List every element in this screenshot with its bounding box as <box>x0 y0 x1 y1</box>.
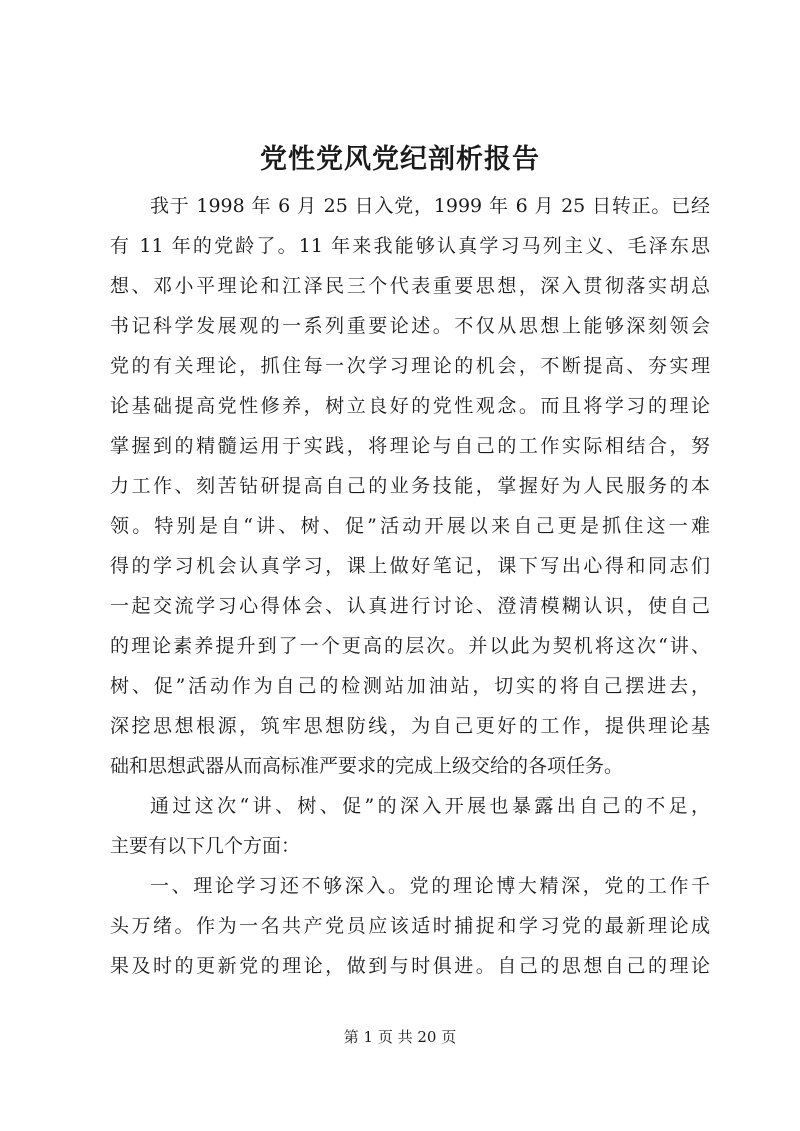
document-title: 党性党风党纪剖析报告 <box>260 144 540 175</box>
paragraph-line: 得的学习机会认真学习，课上做好笔记，课下写出心得和同志们 <box>110 555 710 577</box>
page-footer: 第 1 页 共 20 页 <box>343 1028 457 1046</box>
paragraph-line: 有 11 年的党龄了。11 年来我能够认真学习马列主义、毛泽东思 <box>110 235 710 257</box>
paragraph-line: 我于 1998 年 6 月 25 日入党，1999 年 6 月 25 日转正。已经 <box>150 195 710 217</box>
paragraph-line: 掌握到的精髓运用于实践，将理论与自己的工作实际相结合，努 <box>110 435 710 457</box>
paragraph-line: 想、邓小平理论和江泽民三个代表重要思想，深入贯彻落实胡总 <box>110 275 710 297</box>
paragraph-line: 通过这次“讲、树、促”的深入开展也暴露出自己的不足， <box>150 795 710 817</box>
paragraph-line: 领。特别是自“讲、树、促”活动开展以来自己更是抓住这一难 <box>110 515 710 537</box>
paragraph-line: 论基础提高党性修养，树立良好的党性观念。而且将学习的理论 <box>110 395 710 417</box>
paragraph-line: 书记科学发展观的一系列重要论述。不仅从思想上能够深刻领会 <box>110 315 710 337</box>
paragraph-line: 一起交流学习心得体会、认真进行讨论、澄清模糊认识，使自己 <box>110 595 710 617</box>
document-body <box>110 186 710 986</box>
paragraph-line: 果及时的更新党的理论，做到与时俱进。自己的思想自己的理论 <box>110 955 710 977</box>
paragraph-line: 础和思想武器从而高标准严要求的完成上级交给的各项任务。 <box>110 755 624 777</box>
paragraph-line: 深挖思想根源，筑牢思想防线，为自己更好的工作，提供理论基 <box>110 715 710 737</box>
paragraph-line: 主要有以下几个方面： <box>110 835 301 857</box>
paragraph-line: 头万绪。作为一名共产党员应该适时捕捉和学习党的最新理论成 <box>110 915 710 937</box>
paragraph-line: 树、促”活动作为自己的检测站加油站，切实的将自己摆进去， <box>110 675 710 697</box>
paragraph-line: 党的有关理论，抓住每一次学习理论的机会，不断提高、夯实理 <box>110 355 710 377</box>
paragraph-line: 一、理论学习还不够深入。党的理论博大精深，党的工作千 <box>150 875 710 897</box>
paragraph-line: 力工作、刻苦钻研提高自己的业务技能，掌握好为人民服务的本 <box>110 475 710 497</box>
paragraph-line: 的理论素养提升到了一个更高的层次。并以此为契机将这次“讲、 <box>110 635 710 657</box>
